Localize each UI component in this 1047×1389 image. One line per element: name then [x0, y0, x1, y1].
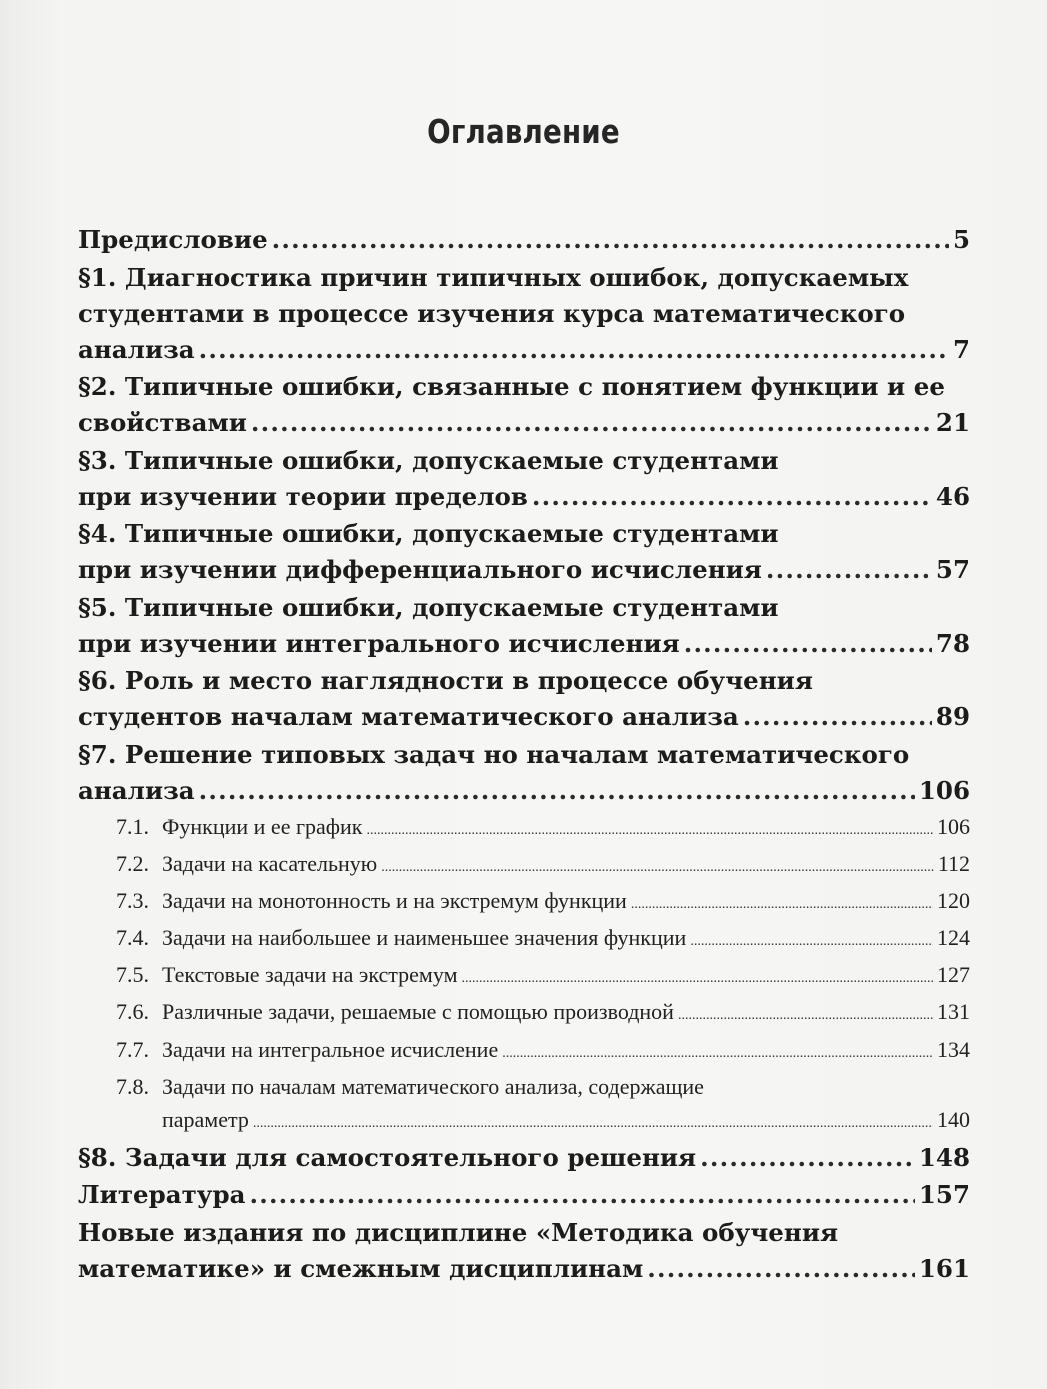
toc-entry-section-3[interactable]	[78, 443, 970, 515]
toc-subentry-7-2[interactable]	[78, 847, 970, 884]
toc-entry-title-line: §2. Типичные ошибки, связанные с понятием функции и ее	[78, 372, 945, 401]
dot-leader	[199, 773, 915, 809]
toc-entry-title-line: Новые издания по дисциплине «Методика обучения	[78, 1217, 839, 1247]
dot-leader	[502, 1037, 933, 1070]
toc-entry-preface[interactable]	[78, 222, 970, 258]
toc-page-number: 148	[918, 1142, 970, 1172]
toc-subentry-title: Задачи на касательную	[162, 851, 378, 877]
toc-entry-title-line: §4. Типичные ошибки, допускаемые студентами	[78, 519, 779, 548]
toc-subentry-title: Задачи на интегральное исчисление	[162, 1036, 499, 1062]
toc-subentry-number: 7.6.	[116, 999, 149, 1025]
toc-subentry-number: 7.4.	[116, 925, 149, 951]
dot-leader	[647, 1251, 915, 1287]
toc-page-number: 140	[937, 1106, 970, 1132]
toc-entry-literature[interactable]	[78, 1177, 970, 1213]
dot-leader	[462, 962, 934, 995]
dot-leader	[381, 851, 934, 884]
toc-entry-section-2[interactable]	[78, 369, 970, 441]
toc-page-number: 7	[952, 334, 970, 364]
toc-entry-section-5[interactable]	[78, 590, 970, 662]
toc-subentry-title: Задачи на наибольшее и наименьшее значения функции	[162, 925, 687, 951]
toc-entry-section-4[interactable]	[78, 516, 970, 588]
dot-leader	[700, 1140, 915, 1176]
toc-entry-title: Предисловие	[78, 225, 268, 254]
toc-entry-title: Литература	[78, 1180, 246, 1210]
toc-entry-title-line: §7. Решение типовых задач но началам математического	[78, 739, 910, 769]
toc-subentry-number: 7.7.	[116, 1036, 149, 1062]
toc-entry-title-line: §1. Диагностика причин типичных ошибок, допускаемых	[78, 262, 909, 292]
table-of-contents	[78, 222, 970, 1288]
toc-entry-title-line: при изучении интегрального исчисления	[78, 628, 680, 658]
toc-page-number: 106	[918, 775, 970, 805]
dot-leader	[366, 814, 933, 847]
toc-subentry-7-1[interactable]	[78, 810, 970, 847]
dot-leader	[532, 479, 932, 515]
toc-subentry-7-6[interactable]	[78, 995, 970, 1032]
dot-leader	[199, 332, 949, 368]
toc-page-number: 134	[937, 1036, 970, 1062]
toc-page-number: 157	[918, 1180, 970, 1210]
toc-subentry-title: Функции и ее график	[162, 814, 363, 839]
toc-page-number: 46	[935, 481, 970, 511]
dot-leader	[253, 1107, 933, 1140]
toc-entry-title-line: математике» и смежным дисциплинам	[78, 1253, 644, 1283]
toc-subentry-7-4[interactable]	[78, 921, 970, 958]
toc-entry-title-line: свойствами	[78, 408, 247, 437]
toc-entry-title-line: при изучении теории пределов	[78, 481, 528, 511]
toc-page-number: 57	[935, 555, 970, 584]
toc-page-number: 78	[935, 628, 970, 658]
toc-page-number: 5	[952, 225, 970, 254]
toc-subentry-title: Различные задачи, решаемые с помощью производной	[162, 999, 674, 1025]
toc-entry-title-line: §3. Типичные ошибки, допускаемые студентами	[78, 445, 779, 475]
toc-entry-new-editions[interactable]	[78, 1215, 970, 1287]
toc-subentry-number: 7.3.	[116, 888, 149, 914]
dot-leader	[249, 1177, 914, 1213]
dot-leader	[678, 999, 933, 1032]
page-title: Оглавление	[427, 112, 620, 151]
toc-page-number: 124	[937, 925, 970, 951]
toc-entry-section-1[interactable]	[78, 260, 970, 368]
toc-entry-title-line: студентами в процессе изучения курса математического	[78, 298, 906, 328]
toc-page-number: 120	[937, 888, 970, 914]
toc-subentry-title: Задачи на монотонность и на экстремум функции	[162, 888, 627, 914]
toc-page-number: 161	[918, 1253, 970, 1283]
dot-leader	[743, 699, 932, 735]
toc-entry-title-line: §6. Роль и место наглядности в процессе обучения	[78, 666, 813, 695]
toc-subentry-title: Текстовые задачи на экстремум	[162, 962, 458, 988]
toc-subentry-title-line: Задачи по началам математического анализа, содержащие	[162, 1073, 704, 1099]
toc-page-number: 127	[937, 962, 970, 988]
toc-entry-section-8[interactable]	[78, 1140, 970, 1176]
dot-leader	[251, 405, 932, 441]
dot-leader	[684, 626, 932, 662]
toc-entry-title-line: студентов началам математического анализа	[78, 702, 739, 731]
dot-leader	[272, 222, 949, 258]
toc-subentry-number: 7.8.	[116, 1073, 149, 1099]
toc-entry-section-7[interactable]	[78, 737, 970, 809]
toc-page-number: 21	[935, 408, 970, 437]
dot-leader	[631, 888, 933, 921]
toc-subentry-7-3[interactable]	[78, 884, 970, 921]
toc-subentry-title-line: параметр	[162, 1106, 249, 1132]
toc-subentry-number: 7.5.	[116, 962, 149, 988]
toc-page-number: 131	[937, 999, 970, 1025]
toc-entry-section-6[interactable]	[78, 663, 970, 735]
toc-entry-title-line: анализа	[78, 334, 195, 364]
toc-subentry-7-5[interactable]	[78, 958, 970, 995]
toc-subentry-7-8[interactable]	[78, 1070, 970, 1140]
dot-leader	[766, 552, 932, 588]
toc-subentry-7-7[interactable]	[78, 1033, 970, 1070]
toc-page-number: 106	[937, 814, 970, 839]
toc-page-number: 89	[935, 702, 970, 731]
toc-entry-title: §8. Задачи для самостоятельного решения	[78, 1142, 697, 1172]
toc-entry-title-line: §5. Типичные ошибки, допускаемые студентами	[78, 592, 779, 622]
toc-subentry-number: 7.2.	[116, 851, 149, 877]
toc-subentry-number: 7.1.	[116, 814, 149, 839]
toc-entry-title-line: при изучении дифференциального исчисления	[78, 555, 762, 584]
dot-leader	[690, 925, 933, 958]
toc-page-number: 112	[937, 851, 970, 877]
toc-entry-title-line: анализа	[78, 775, 195, 805]
